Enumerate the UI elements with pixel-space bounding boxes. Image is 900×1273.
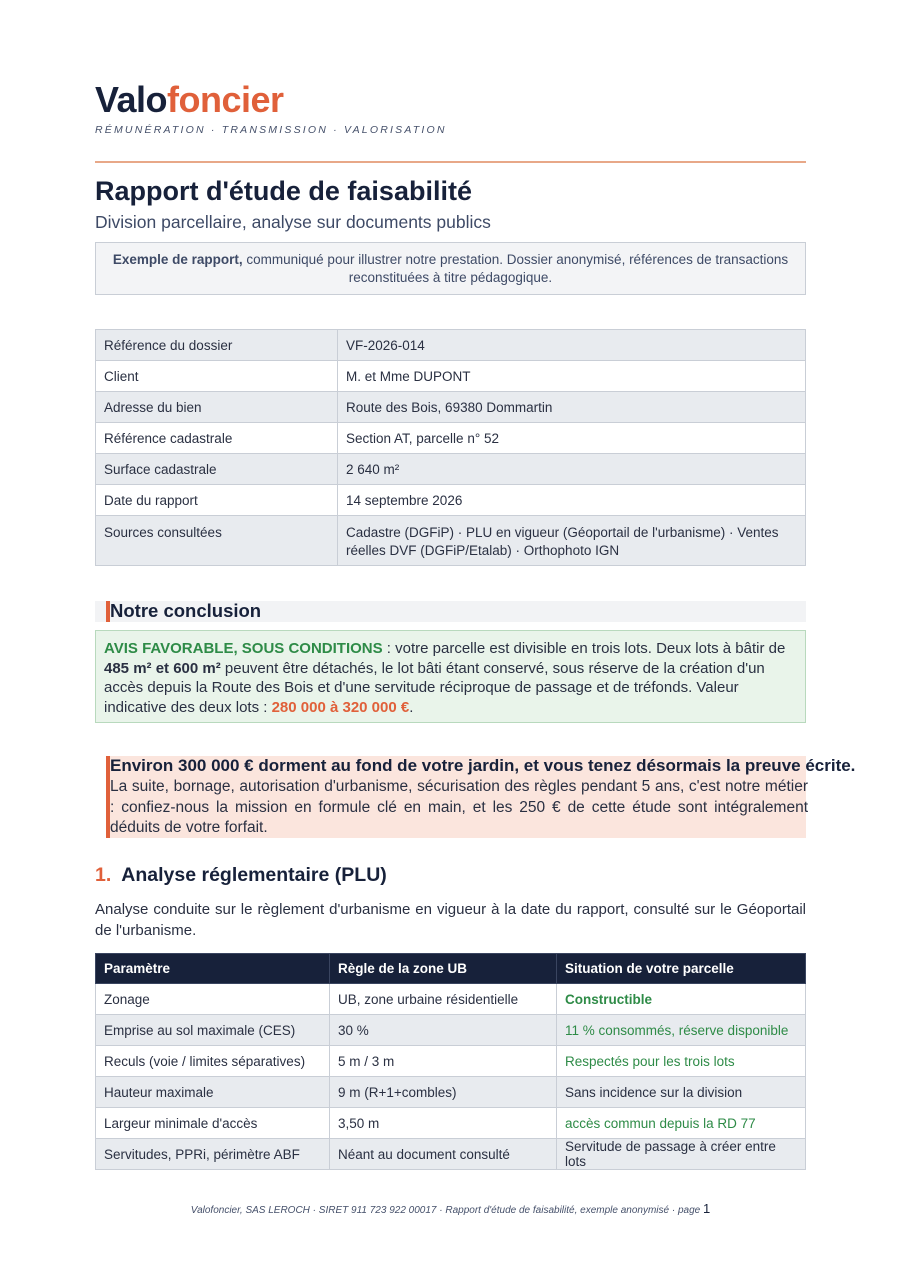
situation-cell: Constructible	[557, 984, 806, 1015]
conclusion-text-1: : votre parcelle est divisible en trois lots. Deux lots à bâtir de	[382, 640, 786, 657]
rule-cell: 30 %	[330, 1015, 557, 1046]
indicative-value: 280 000 à 320 000 €	[271, 698, 410, 716]
situation-cell: 11 % consommés, réserve disponible	[557, 1015, 806, 1046]
situation-cell: accès commun depuis la RD 77	[557, 1108, 806, 1139]
table-row	[96, 454, 806, 485]
param-cell: Emprise au sol maximale (CES)	[96, 1015, 330, 1046]
info-label: Surface cadastrale	[96, 454, 338, 485]
column-header: Situation de votre parcelle	[557, 954, 806, 984]
brand-tagline: RÉMUNÉRATION · TRANSMISSION · VALORISATION	[95, 124, 447, 136]
table-row	[96, 516, 806, 566]
param-cell: Reculs (voie / limites séparatives)	[96, 1046, 330, 1077]
section-title: Analyse réglementaire (PLU)	[121, 864, 387, 886]
column-header: Règle de la zone UB	[330, 954, 557, 984]
notice-text: communiqué pour illustrer notre prestation. Dossier anonymisé, références de transactions reconstituées à titre pédagogique.	[242, 252, 789, 285]
table-row	[96, 1139, 806, 1170]
info-value: 2 640 m²	[338, 454, 806, 485]
file-info-table	[95, 329, 806, 566]
offer-callout	[106, 756, 856, 838]
rule-cell: 9 m (R+1+combles)	[330, 1077, 557, 1108]
column-header: Paramètre	[96, 954, 330, 984]
rule-cell: 3,50 m	[330, 1108, 557, 1139]
info-label: Date du rapport	[96, 485, 338, 516]
section-1-heading	[95, 862, 387, 888]
info-label: Sources consultées	[96, 516, 338, 566]
table-row	[96, 423, 806, 454]
section-number: 1.	[95, 864, 112, 886]
info-value: VF-2026-014	[338, 330, 806, 361]
info-value: Section AT, parcelle n° 52	[338, 423, 806, 454]
brand-part-1: Valo	[95, 79, 168, 120]
rule-cell: UB, zone urbaine résidentielle	[330, 984, 557, 1015]
table-row	[96, 361, 806, 392]
info-value: 14 septembre 2026	[338, 485, 806, 516]
table-row	[96, 984, 806, 1015]
situation-cell: Respectés pour les trois lots	[557, 1046, 806, 1077]
section-1-intro: Analyse conduite sur le règlement d'urbanisme en vigueur à la date du rapport, consulté sur le Géoportail de l'urbanisme.	[95, 901, 806, 939]
callout-text: La suite, bornage, autorisation d'urbanisme, sécurisation des règles pendant 5 ans, c'est notre métier : confiez-nous la mission en formule clé en main, et les 250 € de cette étude sont intégralement déduits de votre forfait.	[110, 778, 808, 836]
info-value: Cadastre (DGFiP) · PLU en vigueur (Géoportail de l'urbanisme) · Ventes réelles DVF (DGFiP/Etalab) · Orthophoto IGN	[338, 516, 806, 566]
conclusion-end: .	[409, 698, 414, 716]
situation-cell: Servitude de passage à créer entre lots	[557, 1139, 806, 1170]
table-row	[96, 1015, 806, 1046]
info-value: M. et Mme DUPONT	[338, 361, 806, 392]
param-cell: Largeur minimale d'accès	[96, 1108, 330, 1139]
conclusion-heading-text: Notre conclusion	[110, 600, 262, 621]
rule-cell: 5 m / 3 m	[330, 1046, 557, 1077]
example-notice	[95, 242, 806, 295]
notice-bold: Exemple de rapport,	[112, 252, 243, 267]
report-title: Rapport d'étude de faisabilité	[95, 176, 472, 206]
info-label: Référence du dossier	[96, 330, 338, 361]
table-row	[96, 1077, 806, 1108]
table-row	[96, 485, 806, 516]
conclusion-box	[95, 630, 806, 723]
lot-surfaces: 485 m² et 600 m²	[104, 659, 221, 677]
conclusion-text-2: peuvent être détachés, le lot bâti étant conservé, sous réserve de la création d'un accès depuis la Route des Bois et d'une servitude réciproque de passage et de tréfonds. Valeur indicative des deux lots :	[104, 659, 765, 716]
conclusion-heading	[95, 601, 806, 622]
info-label: Adresse du bien	[96, 392, 338, 423]
info-value: Route des Bois, 69380 Dommartin	[338, 392, 806, 423]
plu-analysis-table	[95, 953, 806, 1170]
brand-logo	[95, 78, 284, 122]
footer-text: Valofoncier, SAS LEROCH · SIRET 911 723 922 00017 · Rapport d'étude de faisabilité, exemple anonymisé · page	[190, 1205, 703, 1216]
param-cell: Hauteur maximale	[96, 1077, 330, 1108]
table-row	[96, 1046, 806, 1077]
table-row	[96, 330, 806, 361]
page-footer	[95, 1201, 806, 1216]
param-cell: Servitudes, PPRi, périmètre ABF	[96, 1139, 330, 1170]
param-cell: Zonage	[96, 984, 330, 1015]
info-label: Référence cadastrale	[96, 423, 338, 454]
callout-title: Environ 300 000 € dorment au fond de votre jardin, et vous tenez désormais la preuve écrite.	[110, 756, 856, 775]
table-header-row	[96, 954, 806, 984]
verdict: AVIS FAVORABLE, SOUS CONDITIONS	[104, 640, 383, 657]
page-number: 1	[702, 1201, 711, 1216]
report-subtitle: Division parcellaire, analyse sur documents publics	[95, 212, 491, 232]
header-divider	[95, 161, 806, 163]
table-row	[96, 392, 806, 423]
info-label: Client	[96, 361, 338, 392]
rule-cell: Néant au document consulté	[330, 1139, 557, 1170]
brand-part-2: foncier	[167, 79, 284, 120]
table-row	[96, 1108, 806, 1139]
situation-cell: Sans incidence sur la division	[557, 1077, 806, 1108]
